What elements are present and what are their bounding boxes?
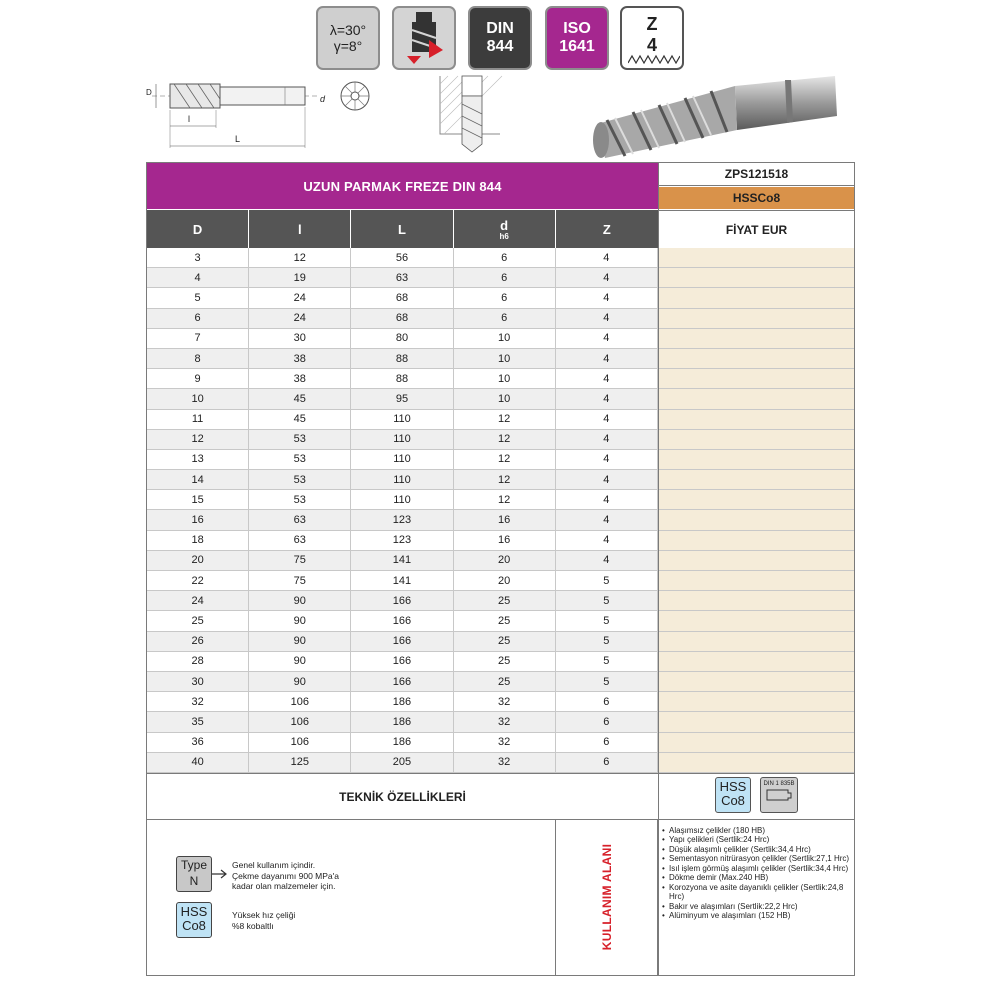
table-cell: 90 bbox=[249, 632, 351, 651]
table-row bbox=[147, 531, 854, 551]
table-cell: 106 bbox=[249, 733, 351, 752]
table-cell: 110 bbox=[351, 470, 453, 489]
table-cell: 20 bbox=[454, 571, 556, 590]
table-row bbox=[147, 349, 854, 369]
usage-item: • Yapı çelikleri (Sertlik:24 Hrc) bbox=[662, 835, 855, 844]
table-row bbox=[147, 410, 854, 430]
table-cell: 25 bbox=[147, 611, 249, 630]
table-cell: 166 bbox=[351, 632, 453, 651]
drawing-label-d: d bbox=[320, 94, 326, 104]
price-cell bbox=[658, 551, 854, 570]
table-cell: 30 bbox=[147, 672, 249, 691]
table-cell: 5 bbox=[556, 591, 658, 610]
usage-item: • Alaşımsız çelikler (180 HB) bbox=[662, 826, 855, 835]
table-cell: 25 bbox=[454, 672, 556, 691]
table-cell: 141 bbox=[351, 571, 453, 590]
helix-angle-label: λ=30° bbox=[329, 21, 367, 38]
table-cell: 25 bbox=[454, 611, 556, 630]
table-cell: 141 bbox=[351, 551, 453, 570]
table-cell: 24 bbox=[249, 288, 351, 307]
table-cell: 12 bbox=[454, 470, 556, 489]
hss-description-line: Yüksek hız çeliği bbox=[232, 910, 296, 920]
table-cell: 106 bbox=[249, 692, 351, 711]
price-cell bbox=[658, 349, 854, 368]
table-cell: 68 bbox=[351, 309, 453, 328]
column-header-d bbox=[454, 210, 556, 248]
table-row bbox=[147, 672, 854, 692]
table-cell: 13 bbox=[147, 450, 249, 469]
table-cell: 20 bbox=[147, 551, 249, 570]
table-cell: 18 bbox=[147, 531, 249, 550]
table-cell: 4 bbox=[556, 309, 658, 328]
table-cell: 4 bbox=[556, 510, 658, 529]
table-cell: 4 bbox=[556, 410, 658, 429]
price-cell bbox=[658, 591, 854, 610]
table-cell: 8 bbox=[147, 349, 249, 368]
table-cell: 63 bbox=[351, 268, 453, 287]
type-description-line: Çekme dayanımı 900 MPa'a bbox=[232, 870, 339, 881]
helix-angle-badge bbox=[316, 6, 380, 70]
din-standard-badge bbox=[468, 6, 532, 70]
column-header-label: D bbox=[192, 221, 203, 237]
table-cell: 4 bbox=[556, 470, 658, 489]
table-cell: 53 bbox=[249, 490, 351, 509]
column-header-label: L bbox=[397, 221, 406, 237]
table-row bbox=[147, 288, 854, 308]
table-row bbox=[147, 389, 854, 409]
table-cell: 106 bbox=[249, 712, 351, 731]
technical-specs-title: TEKNİK ÖZELLİKLERİ bbox=[147, 773, 658, 819]
table-cell: 75 bbox=[249, 551, 351, 570]
table-cell: 24 bbox=[147, 591, 249, 610]
table-row bbox=[147, 329, 854, 349]
table-row bbox=[147, 652, 854, 672]
price-cell bbox=[658, 268, 854, 287]
table-cell: 45 bbox=[249, 410, 351, 429]
table-cell: 90 bbox=[249, 672, 351, 691]
table-cell: 6 bbox=[556, 692, 658, 711]
table-cell: 5 bbox=[556, 571, 658, 590]
table-cell: 80 bbox=[351, 329, 453, 348]
hss-label: HSS bbox=[180, 904, 208, 919]
drawing-label-L: L bbox=[235, 134, 241, 144]
price-cell bbox=[658, 692, 854, 711]
column-header-L bbox=[351, 210, 453, 248]
table-cell: 4 bbox=[556, 531, 658, 550]
table-row bbox=[147, 692, 854, 712]
table-cell: 166 bbox=[351, 611, 453, 630]
table-cell: 56 bbox=[351, 248, 453, 267]
table-cell: 205 bbox=[351, 753, 453, 772]
table-cell: 110 bbox=[351, 410, 453, 429]
flute-label: Z bbox=[646, 14, 658, 34]
table-cell: 125 bbox=[249, 753, 351, 772]
table-cell: 24 bbox=[249, 309, 351, 328]
type-description-line: Genel kullanım içindir. bbox=[232, 860, 316, 870]
table-cell: 4 bbox=[556, 430, 658, 449]
usage-item: • Alüminyum ve alaşımları (152 HB) bbox=[662, 911, 855, 920]
price-cell bbox=[658, 611, 854, 630]
table-cell: 90 bbox=[249, 591, 351, 610]
co8-label: Co8 bbox=[182, 918, 206, 934]
table-cell: 7 bbox=[147, 329, 249, 348]
end-mill-technical-drawing bbox=[140, 74, 390, 154]
usage-item: • Sementasyon nitrürasyon çelikler (Sertlik:27,1 Hrc) bbox=[662, 854, 855, 863]
hss-co8-icon bbox=[715, 777, 751, 813]
price-cell bbox=[658, 490, 854, 509]
price-cell bbox=[658, 450, 854, 469]
price-cell bbox=[658, 712, 854, 731]
table-row bbox=[147, 591, 854, 611]
table-cell: 63 bbox=[249, 531, 351, 550]
price-cell bbox=[658, 389, 854, 408]
table-body bbox=[147, 248, 854, 773]
table-row bbox=[147, 268, 854, 288]
table-cell: 12 bbox=[454, 450, 556, 469]
table-cell: 4 bbox=[556, 551, 658, 570]
price-cell bbox=[658, 288, 854, 307]
table-cell: 123 bbox=[351, 531, 453, 550]
table-cell: 16 bbox=[147, 510, 249, 529]
table-cell: 4 bbox=[556, 288, 658, 307]
table-cell: 12 bbox=[454, 430, 556, 449]
table-cell: 16 bbox=[454, 510, 556, 529]
din-label: DIN bbox=[486, 19, 514, 37]
table-cell: 25 bbox=[454, 591, 556, 610]
table-cell: 10 bbox=[454, 389, 556, 408]
price-cell bbox=[658, 672, 854, 691]
type-value: N bbox=[189, 873, 199, 888]
table-cell: 4 bbox=[556, 329, 658, 348]
usage-area-text: KULLANIM ALANI bbox=[600, 843, 614, 951]
usage-item: • Dökme demir (Max.240 HB) bbox=[662, 873, 855, 882]
table-cell: 186 bbox=[351, 712, 453, 731]
table-cell: 10 bbox=[454, 329, 556, 348]
table-cell: 4 bbox=[556, 369, 658, 388]
din-shank-label: DIN 1 835B bbox=[763, 781, 795, 787]
table-row bbox=[147, 248, 854, 268]
arrow-icon bbox=[212, 869, 230, 879]
table-cell: 123 bbox=[351, 510, 453, 529]
table-cell: 38 bbox=[249, 349, 351, 368]
table-cell: 28 bbox=[147, 652, 249, 671]
table-cell: 10 bbox=[147, 389, 249, 408]
table-cell: 6 bbox=[454, 248, 556, 267]
legend-panel bbox=[147, 819, 556, 975]
table-row bbox=[147, 369, 854, 389]
table-cell: 19 bbox=[249, 268, 351, 287]
price-cell bbox=[658, 753, 854, 772]
din-shank-icon bbox=[760, 777, 798, 813]
table-cell: 32 bbox=[454, 712, 556, 731]
table-row bbox=[147, 470, 854, 490]
table-cell: 45 bbox=[249, 389, 351, 408]
table-cell: 4 bbox=[556, 349, 658, 368]
table-cell: 186 bbox=[351, 733, 453, 752]
price-cell bbox=[658, 329, 854, 348]
table-cell: 88 bbox=[351, 349, 453, 368]
table-cell: 11 bbox=[147, 410, 249, 429]
table-cell: 186 bbox=[351, 692, 453, 711]
usage-area-label bbox=[556, 819, 658, 975]
table-cell: 4 bbox=[556, 450, 658, 469]
column-header-label: l bbox=[297, 221, 302, 237]
table-cell: 4 bbox=[556, 248, 658, 267]
usage-item: • Düşük alaşımlı çelikler (Sertlik:34,4 Hrc) bbox=[662, 845, 855, 854]
table-cell: 6 bbox=[147, 309, 249, 328]
table-cell: 4 bbox=[556, 268, 658, 287]
teeth-icon bbox=[628, 54, 680, 64]
table-cell: 6 bbox=[556, 753, 658, 772]
table-cell: 75 bbox=[249, 571, 351, 590]
usage-item: • Korozyona ve asite dayanıklı çelikler (Sertlik:24,8 Hrc) bbox=[662, 883, 855, 902]
table-cell: 12 bbox=[249, 248, 351, 267]
hss-co8-legend-icon bbox=[176, 902, 212, 938]
drawing-label-D: D bbox=[146, 88, 152, 97]
table-cell: 32 bbox=[454, 753, 556, 772]
table-cell: 88 bbox=[351, 369, 453, 388]
table-cell: 90 bbox=[249, 652, 351, 671]
usage-list-panel bbox=[658, 819, 855, 975]
price-cell bbox=[658, 430, 854, 449]
table-cell: 25 bbox=[454, 632, 556, 651]
technical-specs-icons bbox=[658, 773, 855, 819]
column-header-label: d bbox=[500, 217, 509, 233]
table-cell: 22 bbox=[147, 571, 249, 590]
table-cell: 53 bbox=[249, 470, 351, 489]
table-cell: 4 bbox=[556, 389, 658, 408]
table-header-row bbox=[147, 210, 658, 248]
table-cell: 5 bbox=[556, 652, 658, 671]
table-cell: 35 bbox=[147, 712, 249, 731]
column-header-l bbox=[249, 210, 351, 248]
price-cell bbox=[658, 652, 854, 671]
column-header-D bbox=[147, 210, 249, 248]
column-header-label: Z bbox=[602, 221, 611, 237]
column-header-Z bbox=[556, 210, 658, 248]
price-cell bbox=[658, 309, 854, 328]
table-cell: 10 bbox=[454, 349, 556, 368]
table-cell: 20 bbox=[454, 551, 556, 570]
column-header-tolerance: h6 bbox=[499, 231, 509, 241]
table-row bbox=[147, 733, 854, 753]
type-description bbox=[232, 860, 339, 892]
hss-description-line: %8 kobaltlı bbox=[232, 920, 274, 931]
end-mill-product-image bbox=[585, 72, 845, 162]
table-row bbox=[147, 309, 854, 329]
table-row bbox=[147, 712, 854, 732]
table-cell: 26 bbox=[147, 632, 249, 651]
price-cell bbox=[658, 369, 854, 388]
price-column-header: FİYAT EUR bbox=[659, 210, 854, 248]
table-cell: 12 bbox=[147, 430, 249, 449]
shank-shape-icon bbox=[764, 787, 794, 803]
hss-description bbox=[232, 910, 295, 931]
table-cell: 32 bbox=[454, 733, 556, 752]
price-cell bbox=[658, 510, 854, 529]
table-title: UZUN PARMAK FREZE DIN 844 bbox=[147, 163, 658, 209]
table-row bbox=[147, 510, 854, 530]
price-cell bbox=[658, 571, 854, 590]
flute-count-badge bbox=[620, 6, 684, 70]
rake-angle-label: γ=8° bbox=[333, 38, 363, 54]
table-cell: 14 bbox=[147, 470, 249, 489]
table-cell: 110 bbox=[351, 490, 453, 509]
material-label: HSSCo8 bbox=[659, 187, 854, 209]
table-cell: 32 bbox=[454, 692, 556, 711]
table-cell: 90 bbox=[249, 611, 351, 630]
type-n-icon bbox=[176, 856, 212, 892]
table-cell: 12 bbox=[454, 490, 556, 509]
co8-label: Co8 bbox=[721, 792, 745, 808]
price-cell bbox=[658, 632, 854, 651]
table-cell: 166 bbox=[351, 672, 453, 691]
price-cell bbox=[658, 248, 854, 267]
iso-standard-badge bbox=[545, 6, 609, 70]
table-row bbox=[147, 753, 854, 773]
table-cell: 5 bbox=[556, 632, 658, 651]
type-label: Type bbox=[180, 858, 207, 872]
table-cell: 3 bbox=[147, 248, 249, 267]
usage-item: • Bakır ve alaşımları (Sertlik:22,2 Hrc) bbox=[662, 902, 855, 911]
table-cell: 25 bbox=[454, 652, 556, 671]
table-cell: 6 bbox=[556, 733, 658, 752]
table-row bbox=[147, 430, 854, 450]
table-cell: 30 bbox=[249, 329, 351, 348]
cutting-illustration bbox=[430, 74, 510, 156]
table-cell: 36 bbox=[147, 733, 249, 752]
price-cell bbox=[658, 410, 854, 429]
price-cell bbox=[658, 470, 854, 489]
flute-number: 4 bbox=[646, 34, 657, 55]
table-cell: 6 bbox=[454, 268, 556, 287]
table-cell: 166 bbox=[351, 591, 453, 610]
table-cell: 95 bbox=[351, 389, 453, 408]
table-row bbox=[147, 571, 854, 591]
table-cell: 63 bbox=[249, 510, 351, 529]
table-cell: 6 bbox=[556, 712, 658, 731]
table-cell: 38 bbox=[249, 369, 351, 388]
price-cell bbox=[658, 531, 854, 550]
type-description-line: kadar olan malzemeler için. bbox=[232, 881, 336, 892]
iso-label: ISO bbox=[563, 19, 591, 37]
table-row bbox=[147, 632, 854, 652]
product-code: ZPS121518 bbox=[659, 163, 854, 186]
table-cell: 5 bbox=[147, 288, 249, 307]
cutting-direction-badge bbox=[392, 6, 456, 70]
din-number: 844 bbox=[486, 38, 514, 55]
table-cell: 6 bbox=[454, 309, 556, 328]
table-row bbox=[147, 450, 854, 470]
table-cell: 110 bbox=[351, 430, 453, 449]
table-cell: 53 bbox=[249, 430, 351, 449]
table-cell: 9 bbox=[147, 369, 249, 388]
table-cell: 53 bbox=[249, 450, 351, 469]
drawing-label-l: l bbox=[188, 114, 190, 124]
usage-list bbox=[662, 826, 855, 920]
cutting-direction-icon bbox=[399, 10, 449, 66]
table-row bbox=[147, 611, 854, 631]
table-cell: 68 bbox=[351, 288, 453, 307]
table-cell: 10 bbox=[454, 369, 556, 388]
table-cell: 16 bbox=[454, 531, 556, 550]
table-cell: 15 bbox=[147, 490, 249, 509]
table-cell: 32 bbox=[147, 692, 249, 711]
iso-number: 1641 bbox=[559, 38, 595, 55]
table-cell: 12 bbox=[454, 410, 556, 429]
table-row bbox=[147, 551, 854, 571]
table-cell: 40 bbox=[147, 753, 249, 772]
table-cell: 6 bbox=[454, 288, 556, 307]
table-cell: 110 bbox=[351, 450, 453, 469]
table-cell: 5 bbox=[556, 611, 658, 630]
table-cell: 166 bbox=[351, 652, 453, 671]
hss-label: HSS bbox=[719, 779, 747, 794]
table-row bbox=[147, 490, 854, 510]
price-cell bbox=[658, 733, 854, 752]
table-cell: 5 bbox=[556, 672, 658, 691]
table-cell: 4 bbox=[147, 268, 249, 287]
table-cell: 4 bbox=[556, 490, 658, 509]
usage-item: • Isıl işlem görmüş alaşımlı çelikler (Sertlik:34,4 Hrc) bbox=[662, 864, 855, 873]
